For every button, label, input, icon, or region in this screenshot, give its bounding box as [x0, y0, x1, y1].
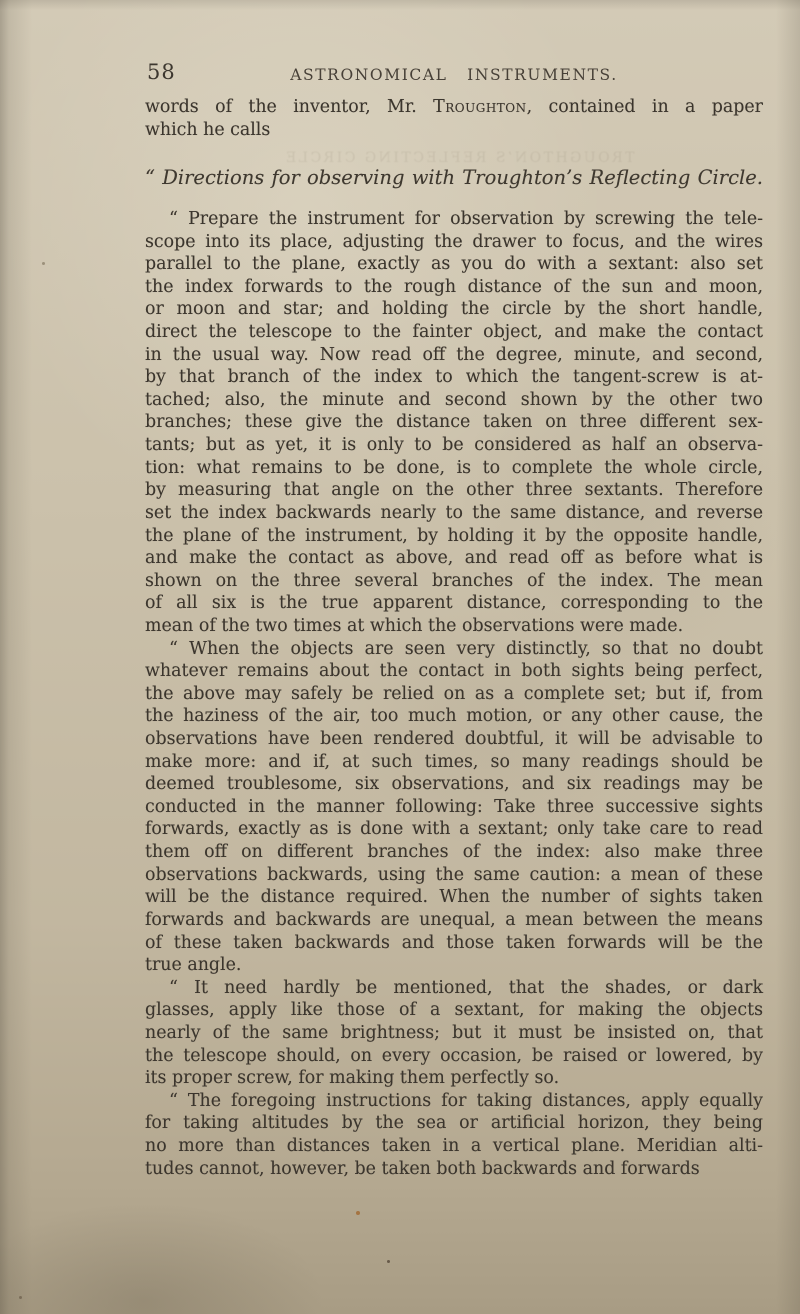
- bleed-through-text: TROUGHTON’S REFLECTING CIRCLE: [283, 150, 635, 166]
- body-line: glasses, apply like those of a sextant, for making the objects: [145, 1000, 763, 1021]
- body-line: the index forwards to the rough distance of the sun and moon,: [145, 276, 763, 297]
- body-line: and make the contact as above, and read off as before what is: [145, 548, 763, 569]
- body-line: direct the telescope to the fainter object, and make the contact: [145, 322, 763, 343]
- intro-line-2: which he calls: [145, 119, 271, 140]
- body-line: true angle.: [145, 955, 242, 976]
- body-line: forwards and backwards are unequal, a mean between the means: [145, 909, 763, 930]
- paper-speck: [42, 262, 45, 265]
- body-line: for taking altitudes by the sea or artificial horizon, they being: [145, 1113, 763, 1134]
- intro-paragraph: [145, 96, 763, 141]
- body-line: of these taken backwards and those taken forwards will be the: [145, 932, 763, 953]
- running-header: ASTRONOMICAL INSTRUMENTS.: [290, 66, 618, 84]
- body-line: branches; these give the distance taken on three different sex-: [145, 412, 763, 433]
- body-line: observations backwards, using the same caution: a mean of these: [145, 864, 763, 885]
- body-paragraphs: [145, 208, 763, 1180]
- body-line: tion: what remains to be done, is to complete the whole circle,: [145, 457, 763, 478]
- body-line: deemed troublesome, six observations, and six readings may be: [145, 774, 763, 795]
- intro-text-before: words of the inventor, Mr.: [145, 97, 434, 117]
- body-line: by that branch of the index to which the tangent-screw is at-: [145, 367, 763, 388]
- body-line: in the usual way. Now read off the degree, minute, and second,: [145, 344, 763, 365]
- body-line: them off on different branches of the index: also make three: [145, 842, 763, 863]
- page-number: 58: [147, 60, 176, 84]
- body-line: scope into its place, adjusting the drawer to focus, and the wires: [145, 231, 763, 252]
- body-line: set the index backwards nearly to the same distance, and reverse: [145, 502, 763, 523]
- body-line: “ The foregoing instructions for taking distances, apply equally: [169, 1090, 763, 1111]
- body-line: the telescope should, on every occasion, be raised or lowered, by: [145, 1045, 763, 1066]
- body-line: observations have been rendered doubtful, it will be advisable to: [145, 729, 763, 750]
- body-line: the haziness of the air, too much motion, or any other cause, the: [145, 706, 763, 727]
- body-line: forwards, exactly as is done with a sextant; only take care to read: [145, 819, 763, 840]
- intro-text-after: , contained in a paper: [526, 97, 763, 117]
- body-line: nearly of the same brightness; but it must be insisted on, that: [145, 1022, 763, 1043]
- body-line: “ When the objects are seen very distinctly, so that no doubt: [169, 638, 763, 659]
- body-line: will be the distance required. When the number of sights taken: [145, 887, 763, 908]
- body-line: of all six is the true apparent distance, corresponding to the: [145, 593, 763, 614]
- body-line: tants; but as yet, it is only to be considered as half an observa-: [145, 435, 763, 456]
- body-line: whatever remains about the contact in both sights being perfect,: [145, 661, 763, 682]
- body-line: tudes cannot, however, be taken both backwards and forwards: [145, 1158, 700, 1179]
- paper-speck: [356, 1211, 360, 1215]
- body-line: tached; also, the minute and second shown by the other two: [145, 389, 763, 410]
- inventor-name: Troughton: [433, 97, 527, 117]
- intro-line-1: [145, 96, 763, 119]
- body-line: “ Prepare the instrument for observation by screwing the tele-: [169, 209, 763, 229]
- section-heading: “ Directions for observing with Troughton’s Reflecting Circle.: [145, 166, 763, 189]
- paper-speck: [19, 1296, 22, 1299]
- body-line: its proper screw, for making them perfectly so.: [145, 1068, 560, 1089]
- body-line: conducted in the manner following: Take three successive sights: [145, 796, 763, 817]
- body-line: no more than distances taken in a vertical plane. Meridian alti-: [145, 1135, 763, 1156]
- body-line: by measuring that angle on the other three sextants. Therefore: [145, 480, 763, 501]
- body-line: parallel to the plane, exactly as you do with a sextant: also set: [145, 254, 763, 275]
- body-line: “ It need hardly be mentioned, that the shades, or dark: [169, 977, 763, 998]
- body-line: shown on the three several branches of the index. The mean: [145, 570, 763, 591]
- body-line: mean of the two times at which the observations were made.: [145, 615, 684, 636]
- body-line: the plane of the instrument, by holding it by the opposite handle,: [145, 525, 763, 546]
- paper-speck: [387, 1260, 390, 1263]
- body-line: make more: and if, at such times, so many readings should be: [145, 751, 763, 772]
- page-header: [145, 58, 763, 86]
- body-line: or moon and star; and holding the circle by the short handle,: [145, 299, 763, 320]
- body-line: the above may safely be relied on as a complete set; but if, from: [145, 683, 763, 704]
